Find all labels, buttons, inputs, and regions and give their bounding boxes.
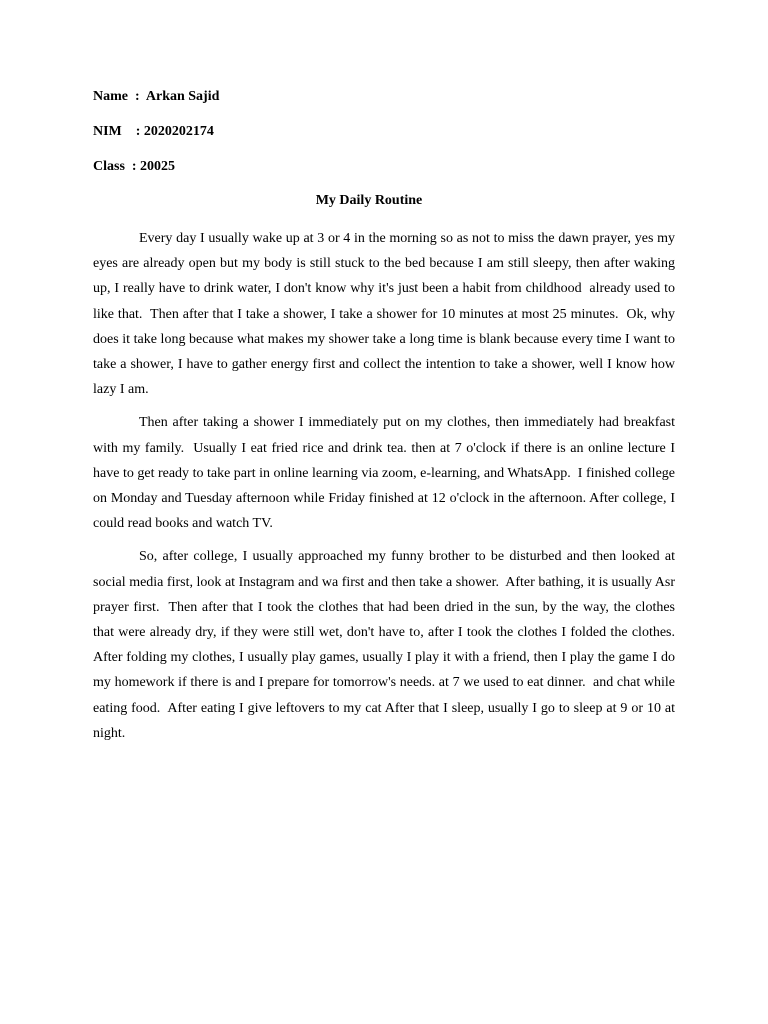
paragraph-3: So, after college, I usually approached my funny brother to be disturbed and then looked at social media first, look at Instagram and wa first and then take a shower. After bathing, it is usually Asr prayer first. Then after that I took the clothes that had been dried in the sun, by the way, the clothes that were already dry, if they were still wet, don't have to, after I took the clothes I folded the clothes. After folding my clothes, I usually play games, usually I play it with a friend, then I play the game I do my homework if there is and I prepare for tomorrow's needs. at 7 we used to eat dinner. and chat while eating food. After eating I give leftovers to my cat After that I sleep, usually I go to sleep at 9 or 10 at night. [93,549,682,741]
document-title: My Daily Routine [315,193,423,208]
paragraph-2: Then after taking a shower I immediately put on my clothes, then immediately had breakfast with my family. Usually I eat fried rice and drink tea. then at 7 o'clock if there is an online lecture I have to get ready to take part in online learning via zoom, e-learning, and WhatsApp. I finished college on Monday and Tuesday afternoon while Friday finished at 12 o'clock in the afternoon. After college, I could read books and watch TV. [93,415,679,532]
paragraph-1: Every day I usually wake up at 3 or 4 in the morning so as not to miss the dawn prayer, yes my eyes are already open but my body is still stuck to the bed because I am still sleepy, then after waking up, I really have to drink water, I don't know why it's just been a habit from childhood already used to like that. Then after that I take a shower, I take a shower for 10 minutes at most 25 minutes. Ok, why does it take long because what makes my shower take a long time is blank because every time I want to take a shower, I have to gather energy first and collect the intention to take a shower, well I know how lazy I am. [93,231,679,398]
student-name-line: Name : Arkan Sajid [93,89,220,104]
student-nim-line: NIM : 2020202174 [93,124,214,139]
document-body [93,226,682,754]
student-class-line: Class : 20025 [93,159,176,174]
